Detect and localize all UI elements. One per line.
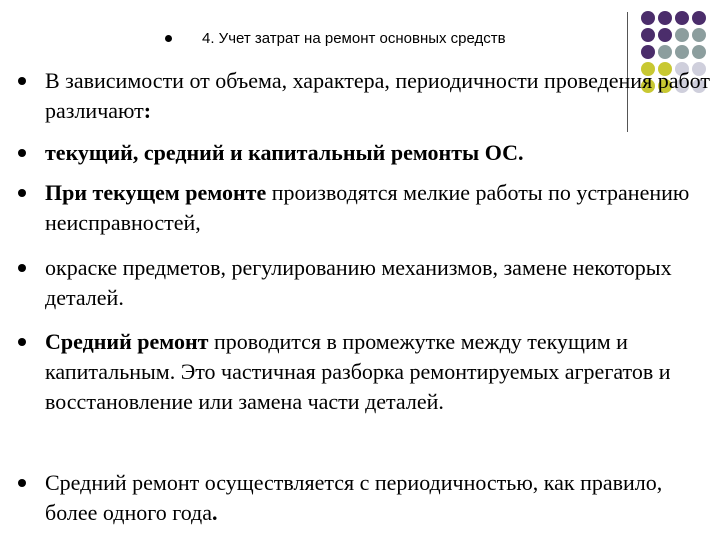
decor-dot	[641, 45, 655, 59]
list-item: Средний ремонт осуществляется с периодичностью, как правило, более одного года.	[18, 468, 718, 528]
bullet-icon	[18, 479, 26, 487]
page-title: 4. Учет затрат на ремонт основных средств	[202, 30, 506, 47]
bullet-icon	[165, 35, 172, 42]
decor-dot	[641, 11, 655, 25]
bullet-icon	[18, 264, 26, 272]
decor-dot	[658, 45, 672, 59]
list-item: В зависимости от объема, характера, периодичности проведения работ различают:	[18, 66, 718, 126]
decor-dot	[675, 11, 689, 25]
decor-dot	[658, 28, 672, 42]
bullet-icon	[18, 149, 26, 157]
bullet-icon	[18, 77, 26, 85]
list-item: Средний ремонт проводится в промежутке между текущим и капитальным. Это частичная разборка ремонтируемых агрегатов и восстановление или замена части деталей.	[18, 327, 718, 417]
decor-dot	[692, 28, 706, 42]
decor-dot	[675, 28, 689, 42]
decor-dot	[675, 45, 689, 59]
bullet-icon	[18, 189, 26, 197]
bullet-icon	[18, 338, 26, 346]
decor-dot	[692, 11, 706, 25]
list-item: окраске предметов, регулированию механизмов, замене некоторых деталей.	[18, 253, 718, 313]
decor-dot	[641, 28, 655, 42]
decor-dot	[692, 45, 706, 59]
title-row	[165, 30, 506, 47]
list-item: При текущем ремонте производятся мелкие работы по устранению неисправностей,	[18, 178, 718, 238]
list-item: текущий, средний и капитальный ремонты ОС.	[18, 138, 718, 168]
decor-dot	[658, 11, 672, 25]
